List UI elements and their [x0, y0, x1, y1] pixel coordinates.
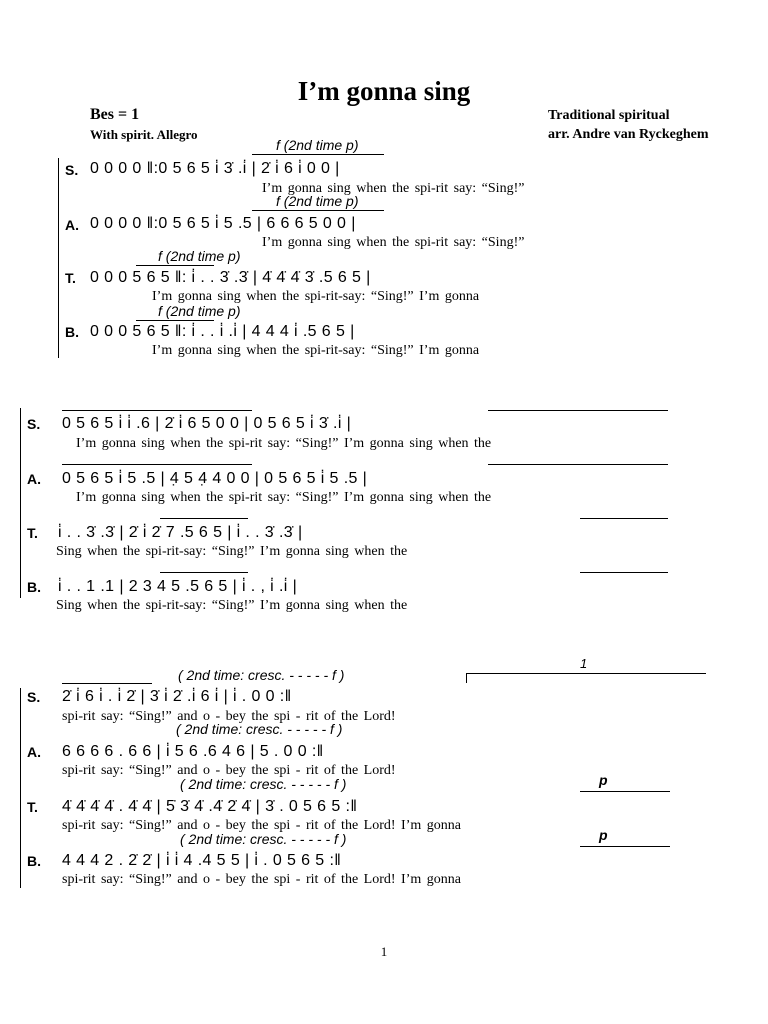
voice-label: S. — [65, 162, 79, 178]
note-line: 0 0 0 5 6 5 ‖: i̇ . . i̇ .i̇ | 4 4 4 i̇ .5 6 5 | — [90, 323, 355, 340]
beam — [580, 846, 670, 847]
beam — [488, 410, 668, 411]
voice-label: S. — [27, 689, 41, 705]
beam — [580, 791, 670, 792]
note-line: 2̇ i̇ 6 i̇ . i̇ 2̇ | 3̇ i̇ 2̇ .i̇ 6 i̇ | i̇ . 0 0 :‖ — [62, 688, 292, 705]
voice-label: A. — [65, 217, 79, 233]
beam — [62, 683, 152, 684]
beam — [62, 464, 252, 465]
lyrics-line: Sing when the spi-rit-say: “Sing!” I’m gonna sing when the — [56, 544, 408, 559]
lyrics-line: spi-rit say: “Sing!” and o - bey the spi - rit of the Lord! — [62, 763, 396, 778]
voice-label: B. — [27, 579, 41, 595]
lyrics-line: spi-rit say: “Sing!” and o - bey the spi - rit of the Lord! I’m gonna — [62, 872, 461, 887]
lyrics-line: Sing when the spi-rit-say: “Sing!” I’m gonna sing when the — [56, 598, 408, 613]
lyrics-line: I’m gonna sing when the spi-rit-say: “Sing!” I’m gonna — [152, 343, 480, 358]
note-line: 4 4 4 2 . 2̇ 2̇ | i̇ i̇ 4 .4 5 5 | i̇ . 0 5 6 5 :‖ — [62, 852, 342, 869]
dynamic-marking: p — [599, 827, 608, 843]
system-bracket — [20, 688, 21, 888]
beam — [580, 572, 668, 573]
beam — [136, 320, 214, 321]
dynamic-marking: f (2nd time p) — [158, 303, 241, 319]
lyrics-line: I’m gonna sing when the spi-rit say: “Sing!” — [262, 181, 525, 196]
beam — [136, 265, 214, 266]
beam — [252, 210, 384, 211]
voice-label: S. — [27, 416, 41, 432]
note-line: 0 0 0 0 ‖:0 5 6 5 i̇ 3̇ .i̇ | 2̇ i̇ 6 i̇ 0 0 | — [90, 160, 340, 177]
voice-label: A. — [27, 744, 41, 760]
system-bracket — [58, 158, 59, 358]
lyrics-line: spi-rit say: “Sing!” and o - bey the spi - rit of the Lord! — [62, 709, 396, 724]
voice-label: B. — [27, 853, 41, 869]
voice-label: T. — [27, 799, 38, 815]
note-line: 0 5 6 5 i̇ i̇ .6 | 2̇ i̇ 6 5 0 0 | 0 5 6 5 i̇ 3̇ .i̇ | — [62, 415, 352, 432]
tempo-marking: With spirit. Allegro — [90, 127, 198, 142]
note-line: 6 6 6 6 . 6 6 | i̇ 5 6 .6 4 6 | 5 . 0 0 :‖ — [62, 743, 324, 760]
dynamic-marking: ( 2nd time: cresc. - - - - - f ) — [180, 831, 347, 847]
beam — [580, 518, 668, 519]
voice-label: A. — [27, 471, 41, 487]
note-line: 0 5 6 5 i̇ 5 .5 | 4̣ 5 4̣ 4 0 0 | 0 5 6 5 i̇ 5 .5 | — [62, 470, 368, 487]
voice-label: B. — [65, 324, 79, 340]
beam — [488, 464, 668, 465]
beam — [160, 572, 248, 573]
volta-bracket-tick — [466, 673, 467, 683]
dynamic-marking: f (2nd time p) — [158, 248, 241, 264]
volta-number: 1 — [580, 656, 588, 671]
note-line: 0 0 0 0 ‖:0 5 6 5 i̇ 5 .5 | 6 6 6 5 0 0 | — [90, 215, 356, 232]
volta-bracket — [466, 673, 706, 674]
note-line: 0 0 0 5 6 5 ‖: i̇ . . 3̇ .3̇ | 4̇ 4̇ 4̇ 3̇ .5 6 5 | — [90, 269, 371, 286]
beam — [62, 410, 252, 411]
note-line: 4̇ 4̇ 4̇ 4̇ . 4̇ 4̇ | 5̇ 3̇ 4̇ .4̇ 2̇ 4̇ | 3̇ . 0 5 6 5 :‖ — [62, 798, 358, 815]
lyrics-line: I’m gonna sing when the spi-rit-say: “Sing!” I’m gonna — [152, 289, 480, 304]
page-title: I’m gonna sing — [297, 76, 471, 106]
page-number: 1 — [380, 944, 388, 959]
lyrics-line: I’m gonna sing when the spi-rit say: “Sing!” I’m gonna sing when the — [76, 490, 492, 505]
key-signature: Bes = 1 — [90, 106, 140, 123]
dynamic-marking: f (2nd time p) — [276, 193, 359, 209]
lyrics-line: I’m gonna sing when the spi-rit say: “Sing!” I’m gonna sing when the — [76, 436, 492, 451]
voice-label: T. — [65, 270, 76, 286]
source-note: Traditional spiritual — [548, 108, 670, 123]
lyrics-line: spi-rit say: “Sing!” and o - bey the spi - rit of the Lord! I’m gonna — [62, 818, 461, 833]
note-line: i̇ . . 1 .1 | 2 3 4 5 .5 6 5 | i̇ . , i̇ .i̇ | — [58, 578, 298, 595]
dynamic-marking: ( 2nd time: cresc. - - - - - f ) — [178, 667, 345, 683]
voice-label: T. — [27, 525, 38, 541]
beam — [252, 154, 384, 155]
dynamic-marking: ( 2nd time: cresc. - - - - - f ) — [180, 776, 347, 792]
beam — [160, 518, 248, 519]
dynamic-marking: f (2nd time p) — [276, 137, 359, 153]
system-bracket — [20, 408, 21, 598]
dynamic-marking: ( 2nd time: cresc. - - - - - f ) — [176, 721, 343, 737]
note-line: i̇ . . 3̇ .3̇ | 2̇ i̇ 2̇ 7 .5 6 5 | i̇ . . 3̇ .3̇ | — [58, 524, 303, 541]
arranger-credit: arr. Andre van Ryckeghem — [548, 127, 709, 142]
lyrics-line: I’m gonna sing when the spi-rit say: “Sing!” — [262, 235, 525, 250]
dynamic-marking: p — [599, 772, 608, 788]
